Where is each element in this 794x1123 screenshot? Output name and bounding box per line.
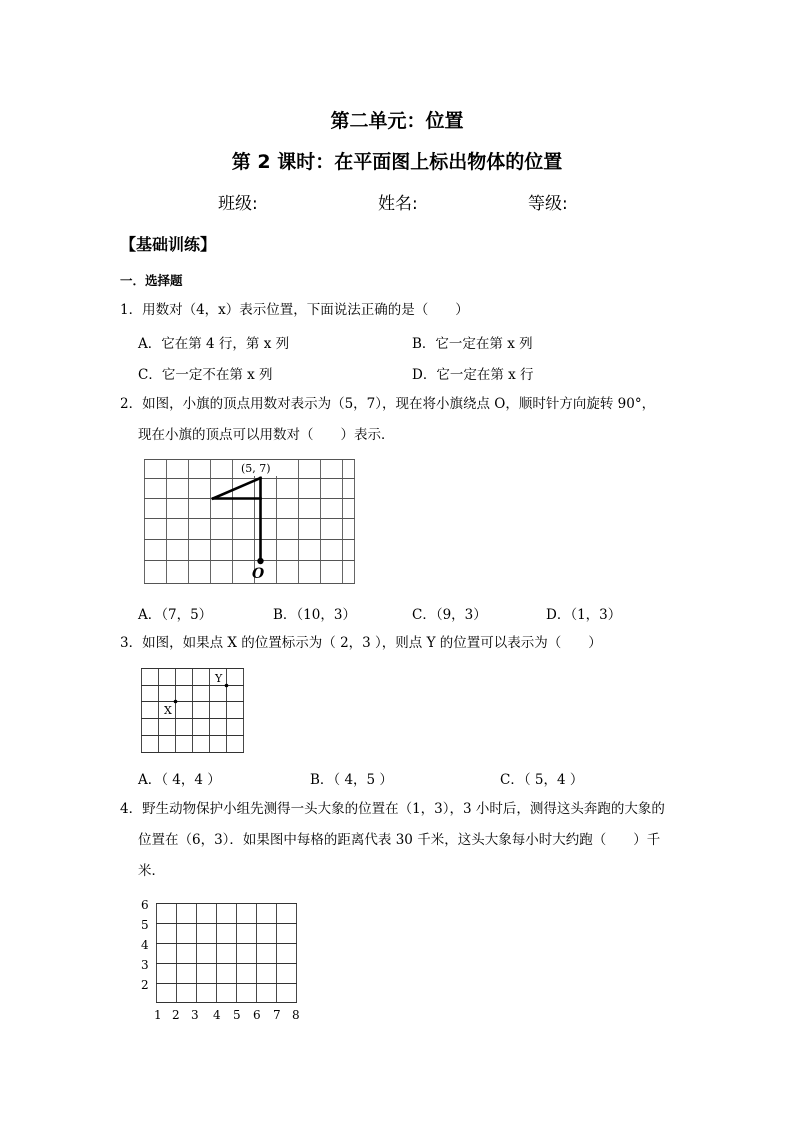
q3-stem: 3．如图，如果点 X 的位置标示为（ 2，3 ），则点 Y 的位置可以表示为（ ） [120, 635, 602, 651]
q3-option-a: A．（ 4，4 ） [138, 772, 221, 788]
q2-option-b: B．（10，3） [273, 607, 356, 623]
q3-option-c: C．（ 5，4 ） [500, 772, 584, 788]
q3-point-grid-figure [140, 666, 246, 756]
x-tick-label: 3 [191, 1008, 199, 1022]
q1-stem: 1．用数对（4，x）表示位置，下面说法正确的是（ ） [120, 302, 469, 318]
q1-option-d: D．它一定在第 x 行 [412, 367, 534, 383]
origin-point [257, 558, 263, 564]
lesson-title: 第 2 课时：在平面图上标出物体的位置 [231, 151, 563, 173]
q2-option-d: D．（1，3） [546, 607, 622, 623]
flag-point-label: (5, 7) [241, 462, 271, 475]
x-tick-label: 4 [213, 1008, 221, 1022]
q4-stem-line3: 米． [138, 863, 165, 879]
q4-stem-line2: 位置在（6，3）．如果图中每格的距离代表 30 千米，这头大象每小时大约跑（ ）千 [138, 832, 661, 848]
q3-option-b: B．（ 4，5 ） [310, 772, 393, 788]
name-label: 姓名: [378, 194, 418, 214]
q2-stem-line2: 现在小旗的顶点可以用数对（ ）表示． [138, 427, 395, 443]
q4-elephant-grid-figure [136, 896, 308, 1024]
y-tick-label: 2 [141, 978, 149, 992]
point-y [225, 684, 229, 688]
x-tick-label: 5 [233, 1008, 241, 1022]
q2-flag-grid-figure [140, 455, 360, 585]
q2-stem-line1: 2．如图，小旗的顶点用数对表示为（5，7），现在将小旗绕点 O，顺时针方向旋转 90°， [120, 396, 656, 412]
y-tick-label: 5 [141, 918, 149, 932]
q1-option-b: B．它一定在第 x 列 [412, 336, 533, 352]
unit-title: 第二单元：位置 [330, 110, 464, 132]
y-tick-label: 6 [141, 898, 149, 912]
point-y-label: Y [215, 672, 223, 685]
x-tick-label: 7 [273, 1008, 281, 1022]
x-tick-label: 8 [292, 1008, 300, 1022]
class-label: 班级: [218, 194, 258, 214]
y-tick-label: 3 [141, 958, 149, 972]
flag-slant-edge [213, 478, 261, 499]
section-heading: 【基础训练】 [120, 235, 217, 254]
q2-option-a: A．（7，5） [138, 607, 213, 623]
q4-stem-line1: 4．野生动物保护小组先测得一头大象的位置在（1，3），3 小时后，测得这头奔跑的大象的 [120, 801, 665, 817]
grade-label: 等级: [528, 194, 568, 214]
point-x [174, 700, 178, 704]
q1-option-a: A．它在第 4 行，第 x 列 [138, 336, 290, 352]
origin-label: O [252, 566, 265, 582]
y-tick-label: 4 [141, 938, 149, 952]
q1-option-c: C．它一定不在第 x 列 [138, 367, 273, 383]
x-tick-label: 1 [154, 1008, 162, 1022]
x-tick-label: 2 [172, 1008, 180, 1022]
x-tick-label: 6 [253, 1008, 261, 1022]
point-x-label: X [164, 704, 172, 717]
q2-option-c: C．（9，3） [412, 607, 487, 623]
section-subheading: 一．选择题 [120, 273, 183, 288]
